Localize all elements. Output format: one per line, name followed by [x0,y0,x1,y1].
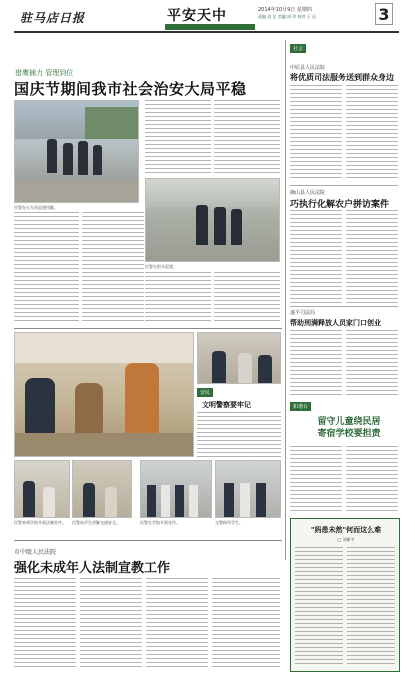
mid-photo-main [14,332,194,457]
editor-line: 责编 刘 艺 美编 周 玲 校对 王 远 [258,14,317,19]
section-title: 平安天中 [167,8,227,24]
side3-source: 遂平司法局 [290,310,316,316]
masthead [0,0,415,34]
mid-photo-1 [14,460,70,518]
lead-photo-1 [14,100,139,203]
mid-headline: 文明警察要牢记 [202,401,251,409]
lead-body-text [214,100,280,175]
side1-headline: 将优质司法服务送到群众身边 [290,73,394,82]
side3-body [290,330,342,396]
mid-photo-side [197,332,281,384]
lead-photo-2 [145,178,280,262]
side2-source: 确山县人民法院 [290,190,326,196]
side-divider [290,185,398,186]
section-rule [14,540,282,541]
lead-body-text [145,272,211,324]
side1-body [290,85,342,180]
side-divider [290,306,398,307]
masthead-logo: 驻马店日报 [20,11,86,25]
bottom-body [212,578,280,670]
side4-tag: 和谐台 [290,402,311,411]
lead-body-text [14,212,79,324]
mid-caption-1: 民警来到学校开展法制宣传。 [14,520,66,525]
mid-caption-4: 交警指导学生。 [215,520,243,525]
mid-photo-2 [72,460,132,518]
bottom-body [80,578,142,670]
opinion-box [290,518,400,672]
section-rule [14,328,282,329]
mid-photo-4 [215,460,281,518]
lead-kicker: 猎鹰捕力 管理到位 [15,69,74,77]
lead-body-text [214,272,280,324]
issue-date: 2014年10月9日 星期四 [258,7,312,13]
lead-headline: 国庆节期间我市社会治安大局平稳 [14,80,247,98]
mid-photo-3 [140,460,212,518]
masthead-rule [14,31,399,33]
side4-body [346,446,398,514]
side2-body [346,210,398,305]
side4-headline-line1: 留守儿童绕民居 [317,417,381,427]
opinion-body [347,547,395,665]
bottom-source: 市中级人民法院 [14,549,57,556]
opinion-headline: "妈患未然"何而这么难 [310,526,382,534]
side4-headline [300,416,398,440]
lead-caption-1: 民警在火车站巡逻执勤。 [14,205,58,210]
mid-caption-2: 民警向学生讲解交通安全。 [72,520,120,525]
section-tab [165,24,255,30]
opinion-body [295,547,343,665]
mid-tag: 安民 [197,388,213,397]
side2-body [290,210,342,305]
bottom-headline: 强化未成年人法制宣教工作 [14,561,171,576]
mid-caption-3: 民警在学校开展宣传。 [140,520,180,525]
side4-headline-line2: 寄宿学校要担责 [317,429,381,439]
side1-body [346,85,398,180]
bottom-body [14,578,76,670]
right-column-rule [285,40,286,560]
side4-body [290,446,342,514]
page-number: 3 [375,3,393,25]
opinion-byline: □ 刘新宇 [337,537,355,542]
side3-headline: 帮助刑满释放人员家门口创业 [290,319,381,327]
lead-caption-2: 民警在街头巡逻。 [145,264,177,269]
bottom-body [146,578,208,670]
lead-body-text [145,100,211,175]
side2-headline: 巧执行化解农户拼访案件 [290,200,390,210]
side3-body [346,330,398,396]
lead-body-text [82,212,144,324]
mid-body [197,412,281,458]
side1-tag: 社会 [290,44,306,53]
side1-source: 中原县人民法院 [290,65,326,71]
